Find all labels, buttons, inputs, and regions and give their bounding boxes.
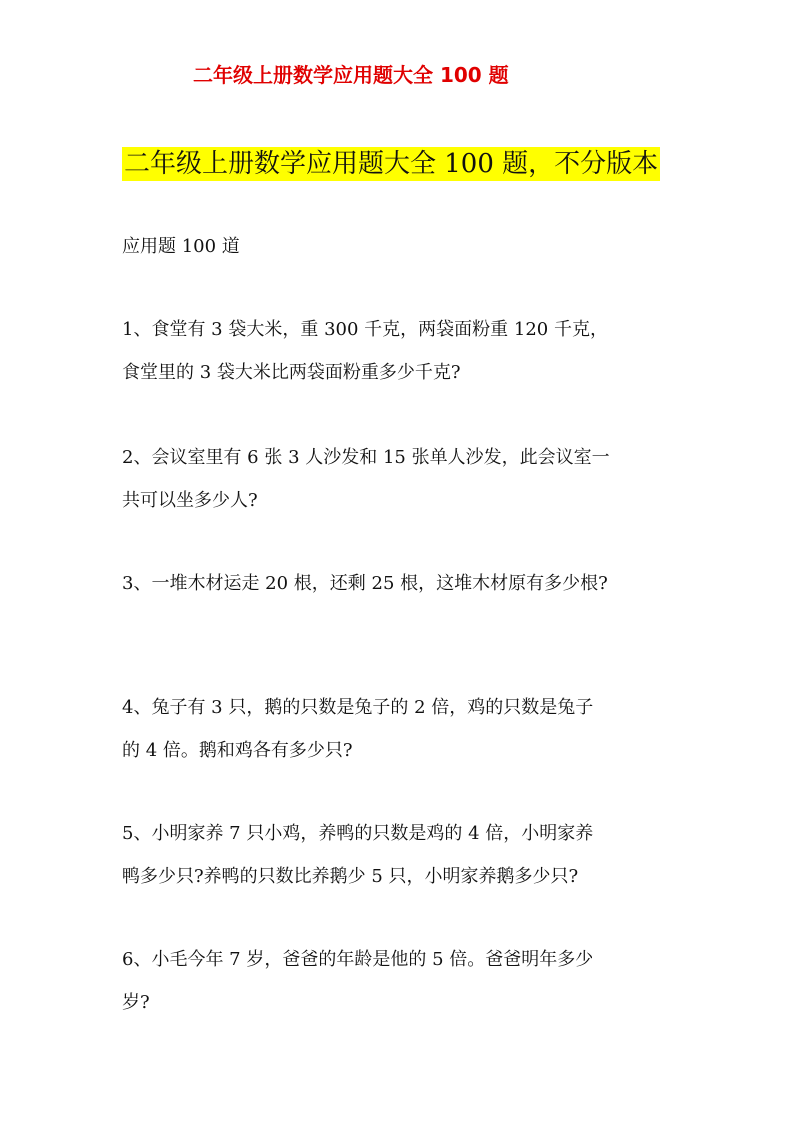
question-line: 食堂里的 3 袋大米比两袋面粉重多少千克?	[122, 362, 461, 383]
document-header: 二年级上册数学应用题大全 100 题	[193, 63, 509, 87]
question-4	[122, 686, 682, 772]
question-3	[122, 562, 682, 605]
question-line: 4、兔子有 3 只，鹅的只数是兔子的 2 倍，鸡的只数是兔子	[122, 697, 594, 718]
question-line: 3、一堆木材运走 20 根，还剩 25 根，这堆木材原有多少根?	[122, 573, 608, 594]
question-line: 鸭多少只?养鸭的只数比养鹅少 5 只，小明家养鹅多少只?	[122, 866, 579, 887]
question-line: 1、食堂有 3 袋大米，重 300 千克，两袋面粉重 120 千克，	[122, 319, 608, 340]
question-line: 的 4 倍。鹅和鸡各有多少只?	[122, 740, 353, 761]
question-5	[122, 812, 682, 898]
question-line: 6、小毛今年 7 岁，爸爸的年龄是他的 5 倍。爸爸明年多少	[122, 949, 594, 970]
question-line: 5、小明家养 7 只小鸡，养鸭的只数是鸡的 4 倍，小明家养	[122, 823, 594, 844]
question-line: 岁?	[122, 992, 150, 1013]
question-line: 共可以坐多少人?	[122, 490, 258, 511]
question-2	[122, 436, 682, 522]
question-1	[122, 308, 682, 394]
document-title: 二年级上册数学应用题大全 100 题，不分版本	[124, 149, 659, 179]
question-6	[122, 938, 682, 1024]
section-label: 应用题 100 道	[122, 236, 240, 257]
question-line: 2、会议室里有 6 张 3 人沙发和 15 张单人沙发，此会议室一	[122, 447, 610, 468]
